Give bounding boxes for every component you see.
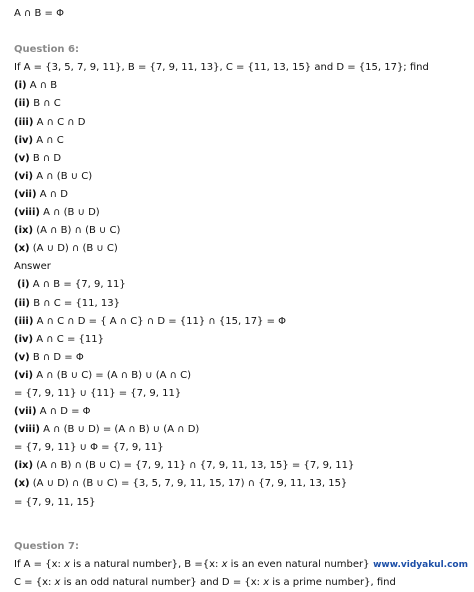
text-span: is an odd natural number} and D = {x: <box>60 576 264 588</box>
text-span: is a prime number}, find <box>269 576 396 588</box>
spacer <box>14 23 466 41</box>
answer-line-text: = {7, 9, 11} ∪ Φ = {7, 9, 11} <box>14 442 164 454</box>
text-span: C = {x: <box>14 576 55 588</box>
answer-line <box>14 385 466 403</box>
question-6-heading: Question 6: <box>14 44 79 56</box>
answer-line-text: A ∩ B = {7, 9, 11} <box>32 279 126 291</box>
answer-line-label: (v) <box>14 351 30 363</box>
document-page <box>14 5 466 592</box>
question-part-text: (A ∩ B) ∩ (B ∪ C) <box>36 225 121 237</box>
question-part <box>14 222 466 240</box>
answer-line-text: A ∩ (B ∪ D) = (A ∩ B) ∪ (A ∩ D) <box>43 424 200 436</box>
question-part-label: (i) <box>14 80 27 92</box>
answer-line-label: (vii) <box>14 406 37 418</box>
answer-line-text: B ∩ D = Φ <box>32 351 84 363</box>
spacer <box>14 512 466 530</box>
question-part-label: (viii) <box>14 207 40 219</box>
answer-line <box>14 349 466 367</box>
question-part <box>14 150 466 168</box>
question-part-label: (iv) <box>14 134 34 146</box>
variable-x: x <box>263 576 270 588</box>
question-part-label: (vii) <box>14 188 37 200</box>
text-span: is a natural number}, B ={x: <box>69 558 222 570</box>
answer-line <box>14 421 466 439</box>
question-part <box>14 204 466 222</box>
answer-line <box>14 439 466 457</box>
question-6-statement: If A = {3, 5, 7, 9, 11}, B = {7, 9, 11, 13}, C = {11, 13, 15} and D = {15, 17}; find <box>14 62 429 74</box>
answer-line-label: (viii) <box>14 424 40 436</box>
question-part-text: A ∩ D <box>39 188 68 200</box>
answer-line-label: (ix) <box>14 460 34 472</box>
question-part <box>14 240 466 258</box>
question-part <box>14 132 466 150</box>
answer-line-label: (x) <box>14 478 30 490</box>
question-part <box>14 77 466 95</box>
answer-line <box>14 403 466 421</box>
answer-line <box>14 367 466 385</box>
question-part-text: B ∩ D <box>32 152 62 164</box>
question-part-text: A ∩ C <box>36 134 64 146</box>
variable-x: x <box>54 576 61 588</box>
question-part-text: A ∩ B <box>29 80 58 92</box>
answer-line-text: (A ∩ B) ∩ (B ∪ C) = {7, 9, 11} ∩ {7, 9, 11, 13, 15} = {7, 9, 11} <box>36 460 355 472</box>
text-span: is an even natural number} <box>227 558 370 570</box>
variable-x: x <box>221 558 228 570</box>
answer-line <box>14 313 466 331</box>
answer-line-text: = {7, 9, 11, 15} <box>14 496 96 508</box>
question-6-answers <box>14 276 466 511</box>
variable-x: x <box>64 558 70 570</box>
answer-line <box>14 475 466 493</box>
answer-line-text: = {7, 9, 11} ∪ {11} = {7, 9, 11} <box>14 387 182 399</box>
answer-line-text: A ∩ C ∩ D = { A ∩ C} ∩ D = {11} ∩ {15, 17} = Φ <box>36 315 287 327</box>
answer-line-text: A ∩ D = Φ <box>39 406 91 418</box>
question-part-text: A ∩ (B ∪ D) <box>43 207 100 219</box>
answer-line-text: A ∩ (B ∪ C) = (A ∩ B) ∪ (A ∩ C) <box>36 369 192 381</box>
question-part-label: (vi) <box>14 170 34 182</box>
answer-line <box>14 331 466 349</box>
question-part <box>14 186 466 204</box>
question-part <box>14 95 466 113</box>
previous-answer-line: A ∩ B = Φ <box>14 8 64 19</box>
answer-label: Answer <box>14 261 51 273</box>
answer-line-label: (ii) <box>14 297 30 309</box>
footer-website-link[interactable]: www.vidyakul.com <box>373 560 468 570</box>
answer-line-label: (vi) <box>14 369 34 381</box>
answer-line-label: (iv) <box>14 333 34 345</box>
question-part-text: A ∩ C ∩ D <box>36 116 86 128</box>
answer-line-text: B ∩ C = {11, 13} <box>33 297 120 309</box>
answer-line <box>14 494 466 512</box>
question-7-heading: Question 7: <box>14 540 79 552</box>
question-part <box>14 114 466 132</box>
question-part-label: (x) <box>14 243 30 255</box>
question-part-text: (A ∪ D) ∩ (B ∪ C) <box>32 243 118 255</box>
question-6-parts <box>14 77 466 258</box>
question-part-text: A ∩ (B ∪ C) <box>36 170 93 182</box>
answer-line <box>14 457 466 475</box>
answer-line-label: (i) <box>17 279 30 291</box>
question-part-label: (ix) <box>14 225 34 237</box>
text-span: If A = {x: <box>14 558 65 570</box>
answer-line <box>14 295 466 313</box>
question-part-label: (v) <box>14 152 30 164</box>
spacer <box>14 530 466 538</box>
question-part-label: (ii) <box>14 98 30 110</box>
question-part-text: B ∩ C <box>33 98 61 110</box>
question-part-label: (iii) <box>14 116 34 128</box>
answer-line <box>14 276 466 294</box>
answer-line-label: (iii) <box>14 315 34 327</box>
question-7-line-2 <box>14 574 466 592</box>
question-part <box>14 168 466 186</box>
answer-line-text: A ∩ C = {11} <box>36 333 104 345</box>
answer-line-text: (A ∪ D) ∩ (B ∪ C) = {3, 5, 7, 9, 11, 15, 17) ∩ {7, 9, 11, 13, 15} <box>32 478 348 490</box>
